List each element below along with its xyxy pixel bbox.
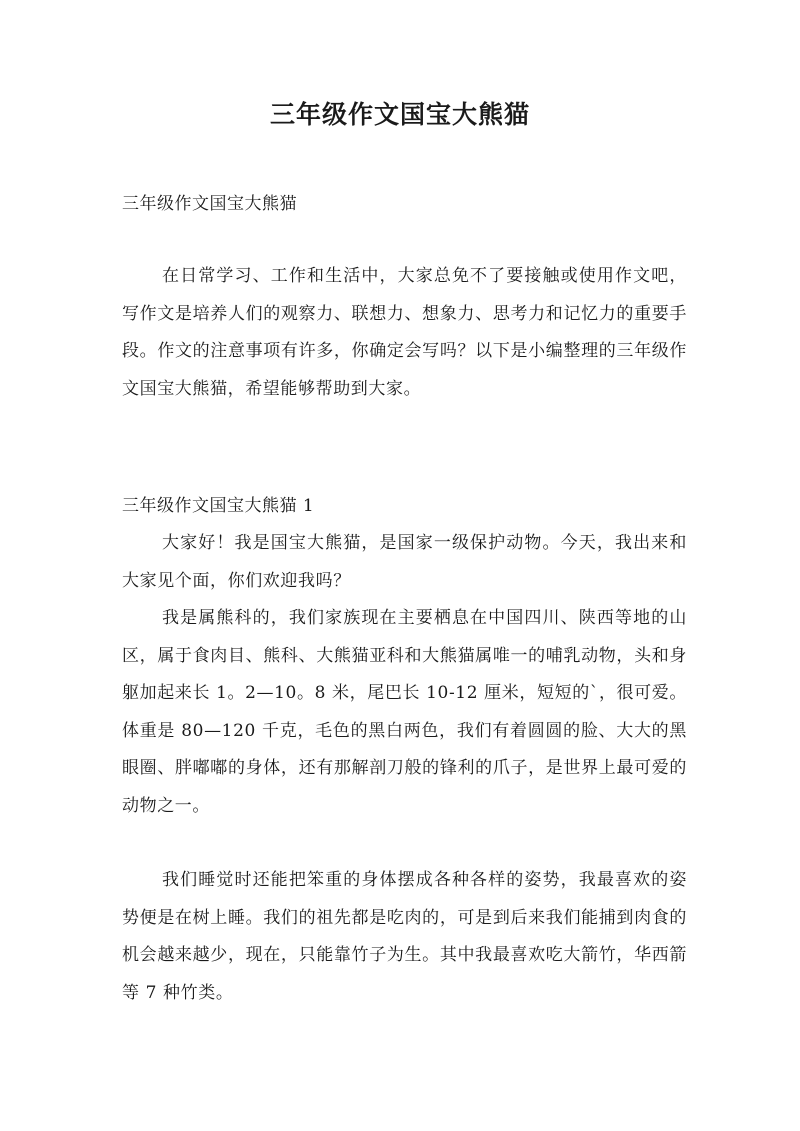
section-heading: 三年级作文国宝大熊猫 1: [122, 496, 315, 516]
body-paragraph-2: 我是属熊科的，我们家族现在主要栖息在中国四川、陕西等地的山区，属于食肉目、熊科、大熊猫亚科和大熊猫属唯一的哺乳动物，头和身躯加起来长 1。2—10。8 米，尾巴长 10-12 厘米，短短的`，很可爱。体重是 80—120 千克，毛色的黑白两色，我们有着圆圆的脸、大大的黑眼圈、胖嘟嘟的身体，还有那解剖刀般的锋利的爪子，是世界上最可爱的动物之一。: [122, 608, 687, 816]
intro-paragraph: 在日常学习、工作和生活中，大家总免不了要接触或使用作文吧，写作文是培养人们的观察力、联想力、想象力、思考力和记忆力的重要手段。作文的注意事项有许多，你确定会写吗？以下是小编整理的三年级作文国宝大熊猫，希望能够帮助到大家。: [122, 266, 687, 399]
body-paragraph-1: 大家好！我是国宝大熊猫，是国家一级保护动物。今天，我出来和大家见个面，你们欢迎我吗？: [122, 533, 687, 591]
body-paragraph-3: 我们睡觉时还能把笨重的身体摆成各种各样的姿势，我最喜欢的姿势便是在树上睡。我们的祖先都是吃肉的，可是到后来我们能捕到肉食的机会越来越少，现在，只能靠竹子为生。其中我最喜欢吃大箭竹，华西箭等 7 种竹类。: [122, 870, 687, 1003]
document-title: 三年级作文国宝大熊猫: [269, 100, 530, 129]
document-subtitle: 三年级作文国宝大熊猫: [122, 194, 297, 214]
